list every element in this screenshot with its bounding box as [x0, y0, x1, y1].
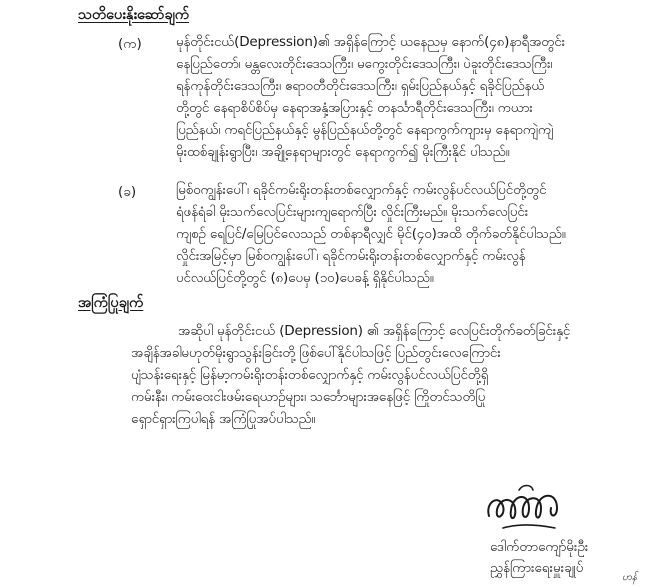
initials-mark: ဟန် [622, 572, 637, 583]
handwritten-signature [483, 478, 575, 538]
signatory-title: ညွှန်ကြားရေးမှူးချုပ် [490, 560, 584, 576]
advice-line-5: ရှောင်ရှားကြပါရန် အကြံပြုအပ်ပါသည်။ [131, 411, 316, 427]
advice-line-3: ပျံသန်းရေးနှင့် မြန်မာ့ကမ်းရိုးတန်းတစ်လျှောက်နှင့် ကမ်းလွန်ပင်လယ်ပြင်တို့ရှိ [131, 367, 489, 383]
item-kha-line-2: ရံဖန်ရံခါ မိုးသက်လေပြင်းများကျရောက်ပြီး လှိုင်းကြီးမည်။ မိုးသက်လေပြင်း [176, 204, 529, 220]
item-kha-line-5: ပင်လယ်ပြင်တို့တွင် (၈)ပေမှ (၁၀)ပေခန့် ရှိနိုင်ပါသည်။ [176, 270, 434, 286]
signatory-name: ဒေါက်တာကျော်မိုးဦး [490, 539, 589, 555]
warning-heading: သတိပေးနိုးဆော်ချက် [78, 7, 190, 23]
item-kha-line-1: မြစ်ဝကျွန်းပေါ်၊ ရခိုင်ကမ်းရိုးတန်းတစ်လျှောက်နှင့် ကမ်းလွန်ပင်လယ်ပြင်တို့တွင် [176, 182, 547, 198]
item-kha-line-4: လှိုင်းအမြင့်မှာ မြစ်ဝကျွန်းပေါ်၊ ရခိုင်ကမ်းရိုးတန်းတစ်လျှောက်နှင့် ကမ်းလွန် [176, 248, 526, 264]
advice-line-4: ကမ်းနီး၊ ကမ်းဝေးငါးဖမ်းရေယာဉ်များ၊ သင်္ဘောများအနေဖြင့် ကြိုတင်သတိပြု [131, 389, 486, 405]
item-marker-kha: (ခ) [118, 184, 137, 200]
item-ka-line-1: မုန်တိုင်းငယ်(Depression)၏ အရှိန်ကြောင့် ယနေညမှ နောက်(၄၈)နာရီအတွင်း [176, 34, 565, 50]
item-ka-line-6: မိုးထစ်ချုန်းရွာပြီး၊ အချို့နေရာများတွင် နေရာကွက်၍ မိုးကြီးနိုင် ပါသည်။ [176, 144, 510, 160]
advice-line-2: အချိန်အခါမဟုတ်မိုးရွာသွန်းခြင်းတို့ ဖြစ်ပေါ်နိုင်ပါသဖြင့် ပြည်တွင်းလေကြောင်း [131, 345, 501, 361]
advice-line-1: အဆိုပါ မုန်တိုင်းငယ် (Depression) ၏ အရှိန်ကြောင့် လေပြင်းတိုက်ခတ်ခြင်းနှင့် [178, 323, 571, 339]
advice-heading: အကြံပြုချက် [78, 295, 144, 311]
item-kha-line-3: ကျစဉ် ရေပြင်/မြေပြင်လေသည် တစ်နာရီလျှင် မိုင်(၄၀)အထိ တိုက်ခတ်နိုင်ပါသည်။ [176, 226, 566, 242]
item-ka-line-4: တို့တွင် နေရာစိပ်စိပ်မှ နေရာအနှံ့အပြားနှင့် တနင်္သာရီတိုင်းဒေသကြီး၊ ကယား [176, 100, 533, 116]
item-ka-line-5: ပြည်နယ်၊ ကရင်ပြည်နယ်နှင့် မွန်ပြည်နယ်တို့တွင် နေရာကွက်ကျားမှ နေရာကျဲကျဲ [176, 122, 554, 138]
item-ka-line-2: နေပြည်တော်၊ မန္တလေးတိုင်းဒေသကြီး၊ မကွေးတိုင်းဒေသကြီး၊ ပဲခူးတိုင်းဒေသကြီး၊ [176, 56, 553, 72]
item-marker-ka: (က) [118, 36, 142, 52]
item-ka-line-3: ရန်ကုန်တိုင်းဒေသကြီး၊ ဧရာဝတီတိုင်းဒေသကြီး၊ ရှမ်းပြည်နယ်နှင့် ရခိုင်ပြည်နယ် [176, 78, 545, 94]
